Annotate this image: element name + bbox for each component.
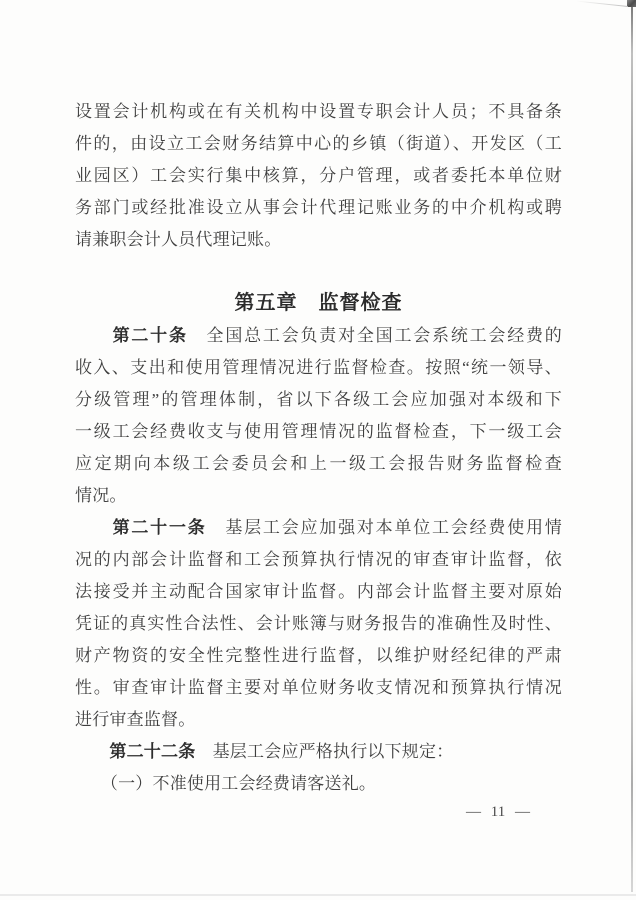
- text-column: [75, 96, 562, 800]
- text-segment: 情况。: [75, 486, 127, 505]
- chapter-heading: 第五章 监督检查: [234, 292, 403, 314]
- text-segment: 设置会计机构或在有关机构中设置专职会计人员；不具备条: [75, 102, 562, 121]
- article-21-paragraph: [75, 512, 562, 736]
- text-line: [75, 736, 562, 768]
- continuation-paragraph: [75, 96, 562, 256]
- text-line: [75, 704, 562, 736]
- rule-item-1: [75, 768, 562, 800]
- text-segment: 况的内部会计监督和工会预算执行情况的审查审计监督，依: [75, 550, 562, 569]
- text-segment: 进行审查监督。: [75, 710, 196, 729]
- scan-artifact-bottom-edge-line: [0, 894, 636, 896]
- text-line: [75, 608, 562, 640]
- text-segment: [75, 518, 113, 537]
- scan-artifact-corner-mark: [627, 0, 636, 7]
- text-segment: 基层工会应加强对本单位工会经费使用情: [206, 518, 562, 537]
- text-line: [75, 384, 562, 416]
- text-segment: 一级工会经费收支与使用管理情况的监督检查，下一级工会: [75, 422, 562, 441]
- text-segment: [75, 742, 109, 761]
- text-line: [75, 576, 562, 608]
- text-line: [75, 640, 562, 672]
- text-line: [75, 192, 562, 224]
- text-segment: [75, 326, 113, 345]
- article-20-paragraph: [75, 320, 562, 512]
- text-segment: 凭证的真实性合法性、会计账簿与财务报告的准确性及时性、: [75, 614, 562, 633]
- text-segment: 法接受并主动配合国家审计监督。内部会计监督主要对原始: [75, 582, 562, 601]
- text-segment: 基层工会应严格执行以下规定：: [195, 742, 454, 761]
- text-line: [75, 512, 562, 544]
- text-segment: 业园区）工会实行集中核算，分户管理，或者委托本单位财: [75, 166, 562, 185]
- text-segment: 收入、支出和使用管理情况进行监督检查。按照“统一领导、: [75, 358, 562, 377]
- text-line: [75, 672, 562, 704]
- text-line: [75, 224, 562, 256]
- text-segment: 件的，由设立工会财务结算中心的乡镇（街道）、开发区（工: [75, 134, 562, 153]
- text-line: [75, 352, 562, 384]
- scan-artifact-corner-streak: [576, 1, 628, 7]
- text-segment: （一）不准使用工会经费请客送礼。: [75, 774, 377, 793]
- page-number: — 11 —: [466, 804, 530, 820]
- article-22-paragraph: [75, 736, 562, 768]
- text-line: [75, 480, 562, 512]
- text-segment: 全国总工会负责对全国工会系统工会经费的: [187, 326, 562, 345]
- text-line: [75, 768, 562, 800]
- text-line: [75, 160, 562, 192]
- text-line: [75, 320, 562, 352]
- text-line: [75, 128, 562, 160]
- article-number: 第二十条: [112, 326, 188, 345]
- article-number: 第二十二条: [109, 742, 196, 761]
- text-segment: 财产物资的安全性完整性进行监督，以维护财经纪律的严肃: [75, 646, 562, 665]
- text-line: [75, 96, 562, 128]
- text-segment: 请兼职会计人员代理记账。: [75, 230, 282, 249]
- text-line: [75, 544, 562, 576]
- text-line: [75, 448, 562, 480]
- text-segment: 务部门或经批准设立从事会计代理记账业务的中介机构或聘: [75, 198, 562, 217]
- text-segment: 分级管理”的管理体制，省以下各级工会应加强对本级和下: [75, 390, 562, 409]
- scan-artifact-right-edge-line: [631, 0, 633, 892]
- text-line: [75, 416, 562, 448]
- text-segment: 应定期向本级工会委员会和上一级工会报告财务监督检查: [75, 454, 562, 473]
- article-number: 第二十一条: [112, 518, 207, 537]
- text-segment: 性。审查审计监督主要对单位财务收支情况和预算执行情况: [75, 678, 562, 697]
